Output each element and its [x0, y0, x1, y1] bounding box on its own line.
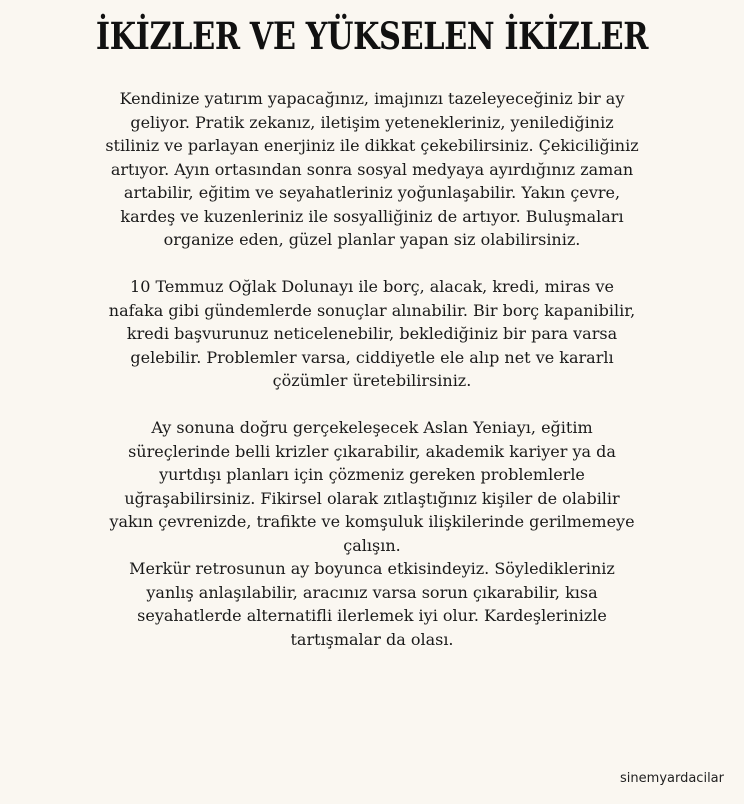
text-line: tartışmalar da olası.	[290, 629, 454, 649]
text-line: Ay sonuna doğru gerçekeleşecek Aslan Yeniayı, eğitim	[151, 418, 593, 437]
text-line: uğraşabilirsiniz. Fikirsel olarak zıtlaştığınız kişiler de olabilir	[124, 488, 620, 508]
paragraph-4	[4, 557, 740, 651]
paragraph-spacer	[4, 393, 740, 417]
paragraph-3	[4, 416, 740, 557]
text-line: geliyor. Pratik zekanız, iletişim yetenekleriniz, yenilediğiniz	[130, 112, 614, 132]
paragraph-2	[4, 275, 740, 393]
text-line: 10 Temmuz Oğlak Dolunayı ile borç, alacak, kredi, miras ve	[130, 277, 614, 296]
paragraph-spacer	[4, 252, 740, 276]
text-line: Merkür retrosunun ay boyunca etkisindeyiz. Söyledikleriniz	[129, 559, 615, 578]
text-line: çalışın.	[343, 535, 401, 555]
text-line: süreçlerinde belli krizler çıkarabilir, akademik kariyer ya da	[128, 441, 616, 461]
text-line: seyahatlerde alternatifli ilerlemek iyi olur. Kardeşlerinizle	[137, 606, 607, 625]
text-line: nafaka gibi gündemlerde sonuçlar alınabilir. Bir borç kapanibilir,	[108, 300, 636, 320]
text-line: çözümler üretebilirsiniz.	[272, 371, 472, 390]
author-watermark: sinemyardacilar	[620, 771, 724, 786]
text-line: yurtdışı planları için çözmeniz gereken problemlerle	[159, 465, 585, 484]
text-line: stiliniz ve parlayan enerjiniz ile dikkat çekebilirsiniz. Çekiciliğiniz	[105, 136, 639, 155]
text-line: kardeş ve kuzenleriniz ile sosyalliğiniz de artıyor. Buluşmaları	[120, 206, 624, 226]
page-title: İKİZLER VE YÜKSELEN İKİZLER	[95, 14, 649, 58]
text-line: artıyor. Ayın ortasından sonra sosyal medyaya ayırdığınız zaman	[110, 159, 634, 179]
text-line: artabilir, eğitim ve seyahatleriniz yoğunlaşabilir. Yakın çevre,	[123, 183, 621, 202]
text-line: gelebilir. Problemler varsa, ciddiyetle ele alıp net ve kararlı	[130, 347, 614, 367]
text-line: Kendinize yatırım yapacağınız, imajınızı tazeleyeceğiniz bir ay	[119, 89, 625, 108]
article-body	[4, 87, 740, 651]
text-line: yakın çevrenizde, trafikte ve komşuluk ilişkilerinde gerilmemeye	[109, 512, 635, 531]
text-line: organize eden, güzel planlar yapan siz olabilirsiniz.	[163, 230, 581, 249]
paragraph-1	[4, 87, 740, 252]
text-line: yanlış anlaşılabilir, aracınız varsa sorun çıkarabilir, kısa	[146, 582, 598, 602]
text-line: kredi başvurunuz neticelenebilir, beklediğiniz bir para varsa	[126, 324, 618, 343]
